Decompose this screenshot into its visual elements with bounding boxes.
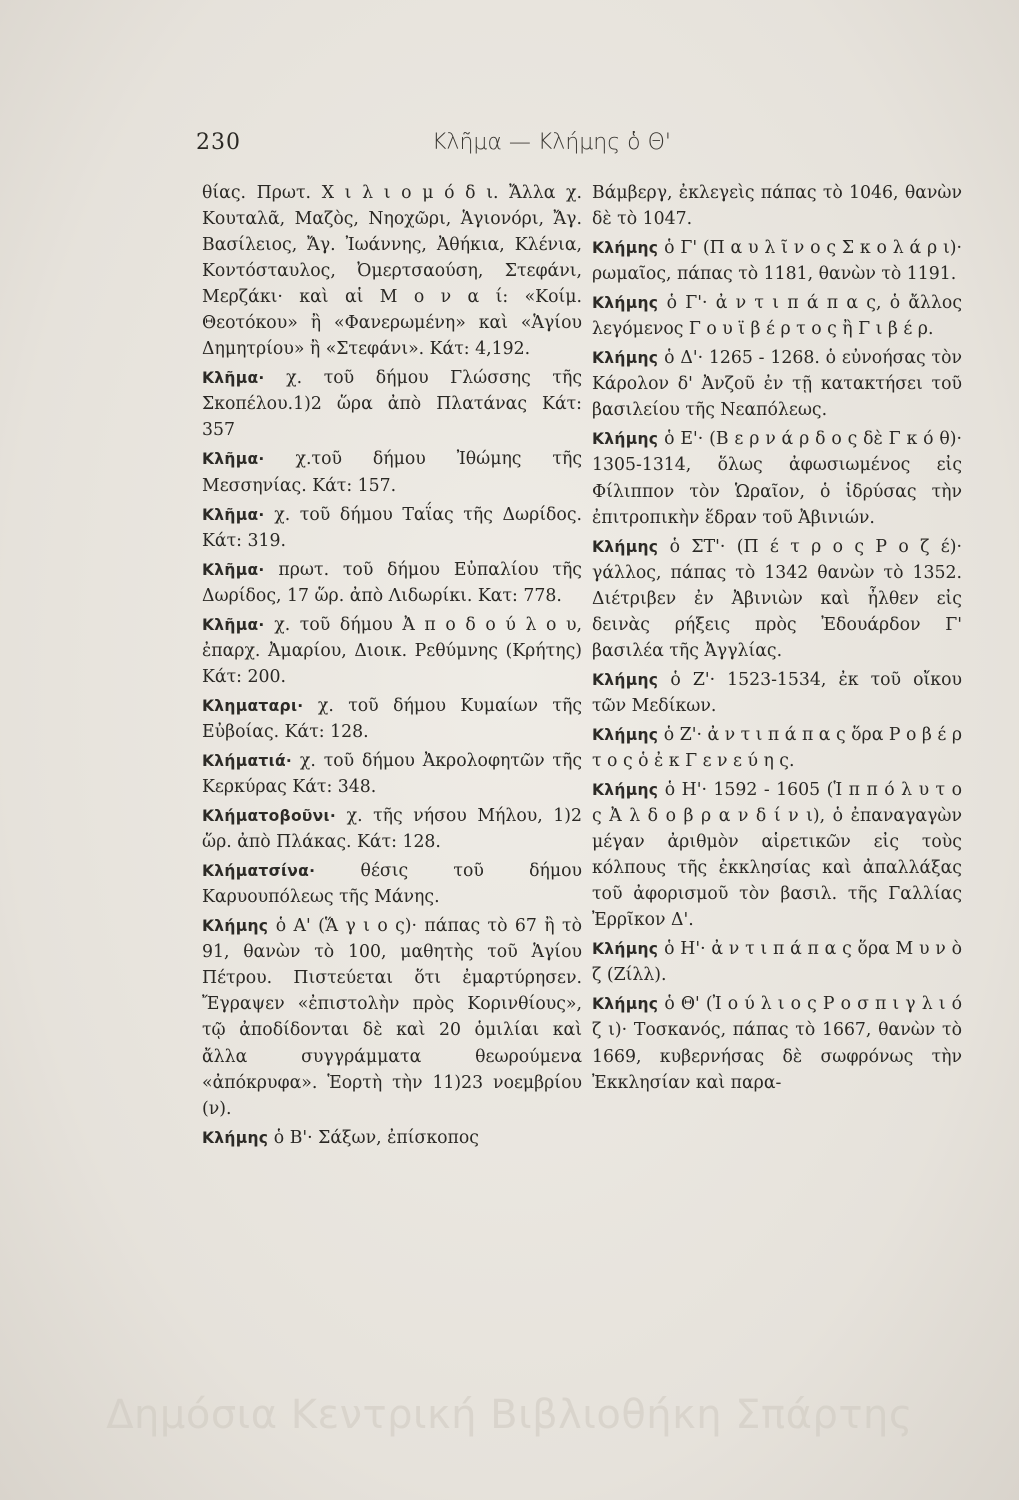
entry-text: χ. τοῦ δήμου Ταΐας τῆς Δωρίδος. Κάτ: 319. [202,504,582,551]
entry-text: χ. τοῦ δήμου Ἀκρολοφητῶν τῆς Κερκύρας Κάτ: 348. [202,750,582,798]
dictionary-entry [592,667,962,719]
dictionary-entry [202,446,582,498]
page-header [196,130,796,170]
dictionary-entry [592,936,962,988]
entry-headword: Κλῆμα· [202,505,265,524]
dictionary-entry [202,748,582,800]
dictionary-entry [592,235,962,287]
entry-text: ὁ Γ' (Π α υ λ ῖ ν ο ς Σ κ ο λ ά ρ ι)· ρωμαῖος, πάπας τὸ 1181, θανὼν τὸ 1191. [592,238,962,285]
entry-headword: Κλήμης [592,781,659,800]
entry-headword: Κλήμης [592,995,659,1014]
dictionary-entry [202,612,582,690]
entry-text: ὁ Η'· 1592 - 1605 (Ἱ π π ό λ υ τ ο ς Ἀ λ δ ο β ρ α ν δ ί ν ι), ὁ ἐπαναγαγὼν μέγαν ἀριθμὸν αἱρετικῶν εἰς τοὺς κόλπους τῆς ἐκκλησίας καὶ ἀπαλλάξας τοῦ ἀφορισμοῦ τὸν βασιλ. τῆς Γαλλίας Ἐρρῖκον Δ'. [592,780,962,931]
running-head: Κλῆμα — Κλήμης ὁ Θ' [432,130,671,155]
entry-headword: Κλῆμα· [202,615,265,634]
entry-headword: Κλήμης [592,294,659,313]
dictionary-entry [202,502,582,554]
dictionary-entry [592,290,962,342]
dictionary-entry [202,1125,582,1151]
entry-headword: Κλήματιά· [202,751,293,770]
dictionary-entry [202,858,582,910]
entry-headword: Κλήμης [592,349,659,368]
entry-text: χ.τοῦ δήμου Ἰθώμης τῆς Μεσσηνίας. Κάτ: 157. [202,449,583,496]
entry-text: ὁ Δ'· 1265 - 1268. ὁ εὐνοήσας τὸν Κάρολον δ' Ἀνζοῦ ἐν τῇ κατακτήσει τοῦ βασιλείου τῆς Νεαπόλεως. [592,348,962,421]
dictionary-entry [202,913,582,1121]
entry-headword: Κλήματσίνα· [202,862,316,881]
entry-headword: Κλήμης [592,940,659,959]
library-watermark: Δημόσια Κεντρική Βιβλιοθήκη Σπάρτης [106,1392,913,1438]
entry-text: ὁ Α' (Ἅ γ ι ο ς)· πάπας τὸ 67 ἢ τὸ 91, θανὼν τὸ 100, μαθητὴς τοῦ Ἁγίου Πέτρου. Πιστεύεται ὅτι ἐμαρτύρησεν. Ἔγραψεν «ἐπιστολὴν πρὸς Κορινθίους», τῷ ἀποδίδονται δὲ καὶ 20 ὁμιλίαι καὶ ἄλλα συγγράμματα θεωρούμενα «ἀπόκρυφα». Ἑορτὴ τὴν 11)23 νοεμβρίου (ν). [202,916,583,1119]
entry-headword: Κλήμης [202,1128,269,1147]
dictionary-entry [592,991,962,1095]
entry-text: χ. τοῦ δήμου Ἀ π ο δ ο ύ λ ο υ, ἐπαρχ. Ἀμαρίου, Διοικ. Ρεθύμνης (Κρήτης) Κάτ: 200. [202,614,583,687]
entry-text: πρωτ. τοῦ δήμου Εὐπαλίου τῆς Δωρίδος, 17 ὥρ. ἀπὸ Λιδωρίκι. Κατ: 778. [202,559,582,606]
entry-text: ὁ Θ' (Ἰ ο ύ λ ι ο ς Ρ ο σ π ι γ λ ι ό ζ ι)· Τοσκανός, πάπας τὸ 1667, θανὼν τὸ 1669, κυβερνήσας δὲ σωφρόνως τὴν Ἐκκλησίαν καὶ παρα- [592,994,962,1093]
dictionary-entry [592,180,962,232]
entry-text: θίας. Πρωτ. Χ ι λ ι ο μ ό δ ι. Ἄλλα χ. Κουταλᾶ, Μαζὸς, Νηοχῶρι, Ἁγιονόρι, Ἄγ. Βασίλειος, Ἄγ. Ἰωάννης, Ἀθήκια, Κλένια, Κοντόσταυλος, Ὀμερτσαούση, Στεφάνι, Μερζάκι· καὶ αἱ Μ ο ν α ί: «Κοίμ. Θεοτόκου» ἢ «Φανερωμένη» καὶ «Ἁγίου Δημητρίου» ἢ «Στεφάνι». Κάτ: 4,192. [202,183,582,360]
entry-text: ὁ Ζ'· ἀ ν τ ι π ά π α ς ὅρα Ρ ο β έ ρ τ ο ς ὁ ἐ κ Γ ε ν ε ύ η ς. [592,724,962,771]
entry-text: ὁ Ζ'· 1523-1534, ἐκ τοῦ οἴκου τῶν Μεδίκων. [592,669,962,716]
dictionary-entry [202,803,582,855]
dictionary-entry [202,557,582,609]
page-number: 230 [196,130,241,155]
entry-text: Βάμβεργ, ἐκλεγεὶς πάπας τὸ 1046, θανὼν δὲ τὸ 1047. [592,183,962,230]
dictionary-entry [592,777,962,933]
entry-text: ὁ Ε'· (Β ε ρ ν ά ρ δ ο ς δὲ Γ κ ό θ)· 1305-1314, ὅλως ἀφωσιωμένος εἰς Φίλιππον τὸν Ὡραῖον, ὁ ἱδρύσας τὴν ἐπιτροπικὴν ἕδραν τοῦ Ἀβινιών. [592,429,962,528]
dictionary-entry [202,693,582,745]
entry-headword: Κλήμης [202,917,269,936]
entry-text: ὁ Γ'· ἀ ν τ ι π ά π α ς, ὁ ἄλλος λεγόμενος Γ ο υ ϊ β έ ρ τ ο ς ἢ Γ ι β έ ρ. [592,293,963,340]
entry-headword: Κληματαρι· [202,696,304,715]
entry-text: χ. τοῦ δήμου Γλώσσης τῆς Σκοπέλου.1)2 ὥρα ἀπὸ Πλατάνας Κάτ: 357 [202,368,582,441]
dictionary-entry [202,180,582,362]
entry-text: χ. τῆς νήσου Μήλου, 1)2 ὥρ. ἀπὸ Πλάκας. Κάτ: 128. [202,806,582,853]
entry-headword: Κλῆμα· [202,369,265,388]
entry-headword: Κλῆμα· [202,450,265,469]
entry-text: ὁ Η'· ἀ ν τ ι π ά π α ς ὅρα Μ υ ν ὸ ζ (Ζίλλ). [592,939,962,986]
entry-headword: Κλήμης [592,239,659,258]
entry-headword: Κλήμης [592,537,659,556]
entry-headword: Κλήμης [592,670,659,689]
entry-headword: Κλήμης [592,430,659,449]
entry-text: ὁ Β'· Σάξων, ἐπίσκοπος [273,1127,479,1148]
entry-headword: Κλήμης [592,725,659,744]
dictionary-entry [592,534,962,664]
dictionary-entry [592,345,962,423]
left-column [202,180,582,1151]
entry-headword: Κλήματοβοῦνι· [202,807,337,826]
dictionary-entry [592,426,962,530]
entry-text: θέσις τοῦ δήμου Καρυουπόλεως τῆς Μάνης. [202,861,582,908]
entry-headword: Κλῆμα· [202,560,265,579]
entry-text: χ. τοῦ δήμου Κυμαίων τῆς Εὐβοίας. Κάτ: 128. [202,695,583,742]
dictionary-entry [202,365,582,443]
entry-text: ὁ ΣΤ'· (Π έ τ ρ ο ς Ρ ο ζ έ)· γάλλος, πάπας τὸ 1342 θανὼν τὸ 1352. Διέτριβεν ἐν Ἀβινιὼν καὶ ἦλθεν εἰς δεινὰς ρήξεις πρὸς Ἐδουάρδον Γ' βασιλέα τῆς Ἀγγλίας. [592,536,962,661]
dictionary-entry [592,722,962,774]
right-column [592,180,962,1096]
